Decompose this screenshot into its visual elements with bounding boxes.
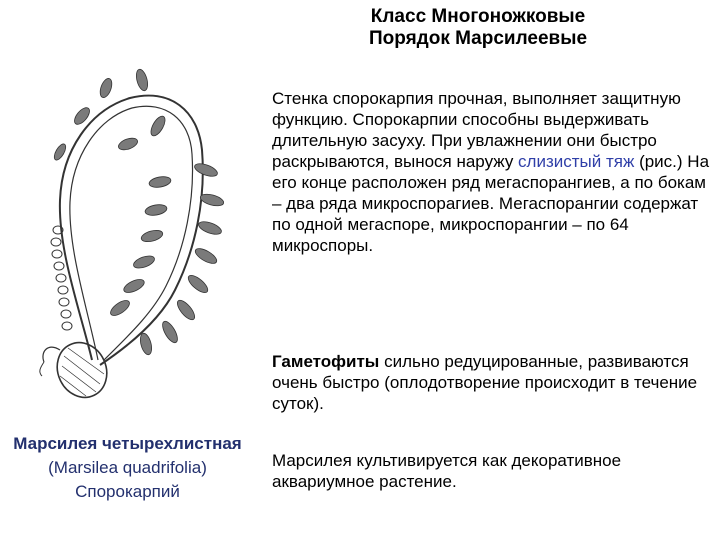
sporocarp-illustration [20, 60, 270, 435]
slide-title [318, 6, 638, 50]
cultivation-note: Марсилея культивируется как декоративное аквариумное растение. [272, 451, 622, 491]
mucilage-cord-highlight: слизистый тяж [518, 152, 635, 171]
gametophyte-description [272, 351, 712, 414]
p1-text-start: Стенка спорокарпия прочная, выполняет защитную функцию. Спорокарпии способны выдерживать длительную засуху. При увлажнении они быстро раскрываются, вынося наружу [272, 89, 681, 171]
figure-caption [0, 432, 265, 504]
caption-title: Марсилея четырехлистная [13, 434, 242, 453]
caption-subtitle: Спорокарпий [75, 482, 180, 501]
title-order-line: Порядок Марсилеевые [368, 28, 588, 49]
sporocarp-description [272, 88, 712, 256]
gametophyte-term: Гаметофиты [272, 352, 380, 371]
title-class-line: Класс Многоножковые [370, 6, 586, 27]
caption-latin-name: (Marsilea quadrifolia) [48, 458, 207, 477]
p2-text: сильно редуцированные, развиваются очень быстро (оплодотворение происходит в течение суток). [272, 352, 698, 413]
p1-text-end: (рис.) На его конце расположен ряд мегаспорангиев, а по бокам – два ряда микроспорагиев. Мегаспорангии содержат по одной мегаспоре, микроспорангии – по 64 микроспоры. [272, 152, 710, 255]
